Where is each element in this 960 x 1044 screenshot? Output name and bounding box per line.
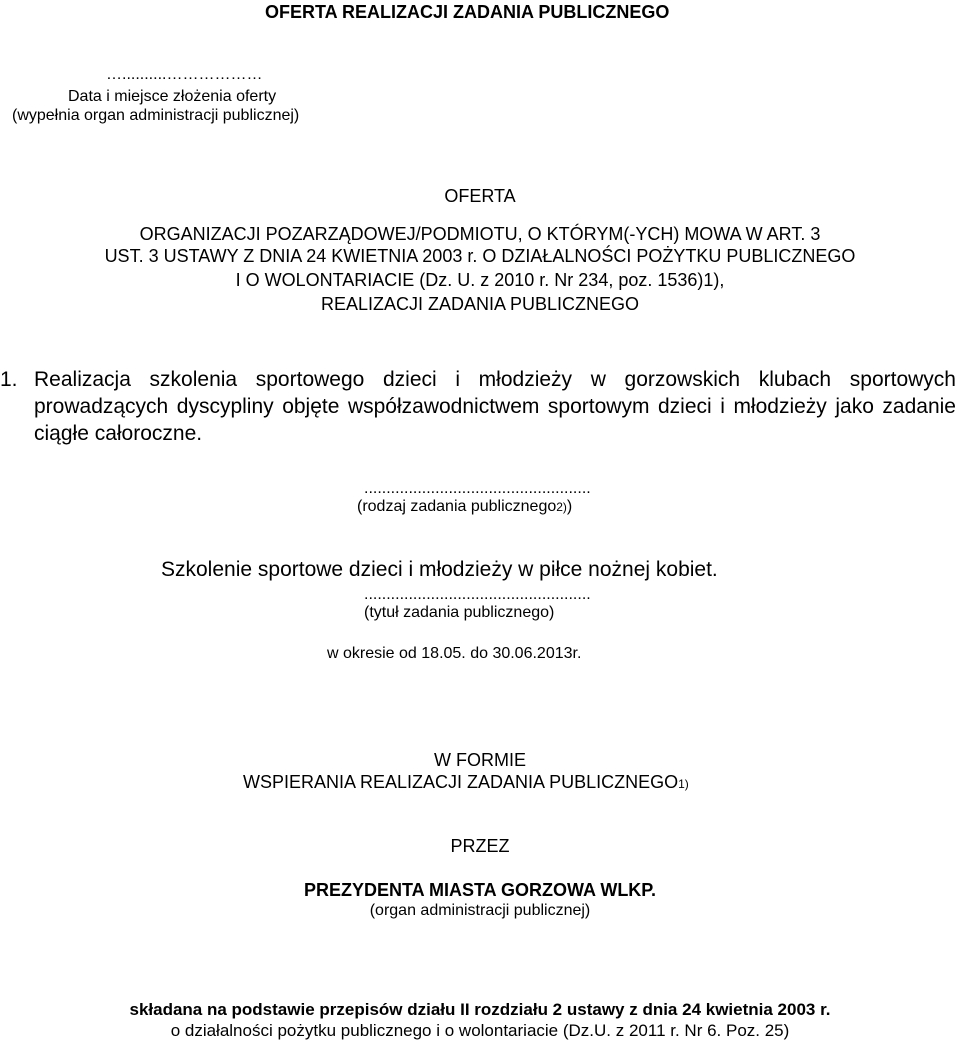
form-footnote: 1) (678, 777, 689, 791)
document-title: OFERTA REALIZACJI ZADANIA PUBLICZNEGO (265, 2, 670, 22)
authority-name: PREZYDENTA MIASTA GORZOWA WLKP. (304, 880, 656, 900)
form-subheading (243, 772, 689, 793)
task-title-label: (tytuł zadania publicznego) (364, 604, 555, 621)
offer-line-2: UST. 3 USTAWY Z DNIA 24 KWIETNIA 2003 r. O DZIAŁALNOŚCI POŻYTKU PUBLICZNEGO (104, 246, 856, 266)
offer-heading: OFERTA (444, 186, 516, 206)
offer-line-3: I O WOLONTARIACIE (Dz. U. z 2010 r. Nr 234, poz. 1536)1), (235, 270, 725, 290)
task-type-label (357, 498, 572, 516)
task-type-placeholder: ................................................... (364, 480, 591, 497)
form-heading: W FORMIE (434, 750, 526, 770)
offer-line-4: REALIZACJI ZADANIA PUBLICZNEGO (320, 294, 640, 314)
legal-basis-line-2: o działalności pożytku publicznego i o wolontariacie (Dz.U. z 2011 r. Nr 6. Poz. 25) (170, 1021, 790, 1040)
by-label: PRZEZ (450, 836, 510, 856)
task-paragraph (0, 366, 956, 447)
task-title: Szkolenie sportowe dzieci i młodzieży w piłce nożnej kobiet. (161, 558, 718, 581)
submission-date-placeholder: …..........……………… (106, 66, 263, 83)
legal-basis-line-1: składana na podstawie przepisów działu II rozdziału 2 ustawy z dnia 24 kwietnia 2003 r. (129, 1000, 831, 1019)
offer-line-1: ORGANIZACJI POZARZĄDOWEJ/PODMIOTU, O KTÓRYM(-YCH) MOWA W ART. 3 (139, 224, 821, 244)
task-period: w okresie od 18.05. do 30.06.2013r. (327, 645, 582, 662)
submission-note: (wypełnia organ administracji publicznej) (12, 107, 300, 124)
task-description: Realizacja szkolenia sportowego dzieci i młodzieży w gorzowskich klubach sportowych prowadzących dyscypliny objęte współzawodnictwem sportowym dzieci i młodzieży jako zadanie ciągłe całoroczne. (34, 368, 956, 445)
task-type-footnote: 2) (556, 500, 567, 514)
submission-date-label: Data i miejsce złożenia oferty (68, 88, 277, 105)
task-number: 1. (0, 368, 18, 391)
form-subheading-text: WSPIERANIA REALIZACJI ZADANIA PUBLICZNEGO (243, 772, 679, 792)
task-type-close: ) (566, 498, 573, 515)
task-title-placeholder: ................................................... (364, 586, 591, 603)
authority-note: (organ administracji publicznej) (369, 902, 591, 919)
task-type-text: (rodzaj zadania publicznego (357, 498, 557, 515)
